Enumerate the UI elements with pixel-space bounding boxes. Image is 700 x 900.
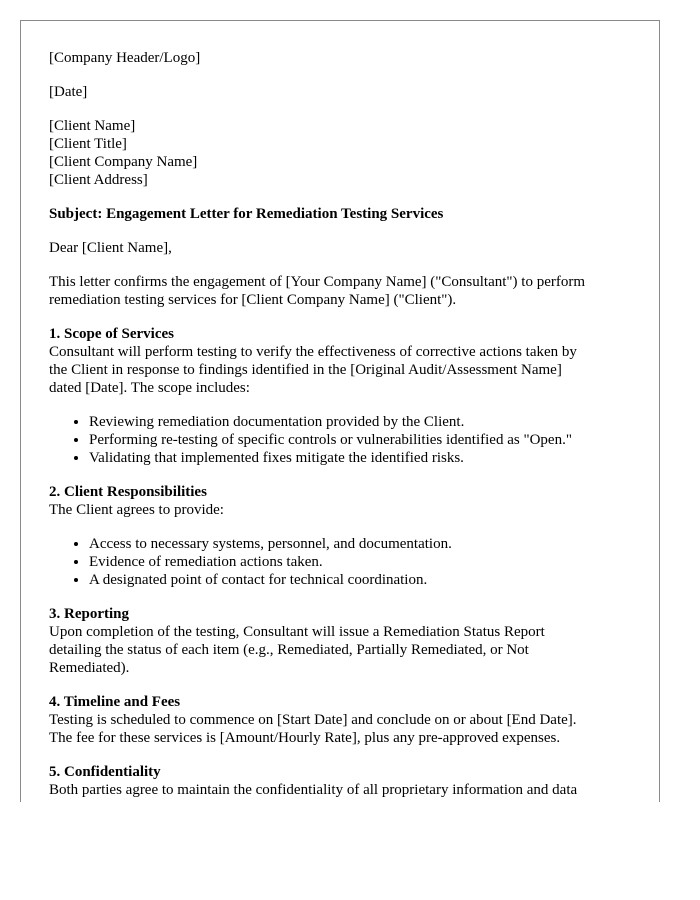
salutation-text: Dear [Client Name], xyxy=(49,240,172,256)
section-confidentiality xyxy=(49,763,639,799)
subject-text: Subject: Engagement Letter for Remediation Testing Services xyxy=(49,206,444,222)
section-line: The fee for these services is [Amount/Hourly Rate], plus any pre-approved expenses. xyxy=(49,730,561,746)
section-body xyxy=(49,781,639,799)
section-body xyxy=(49,623,639,677)
intro-paragraph xyxy=(49,273,639,309)
section-line: detailing the status of each item (e.g., Remediated, Partially Remediated, or Not xyxy=(49,642,529,658)
section-line: Both parties agree to maintain the confidentiality of all proprietary information and data xyxy=(49,782,578,798)
bullet-list xyxy=(49,535,639,589)
section-reporting xyxy=(49,605,639,677)
list-item: • Reviewing remediation documentation provided by the Client. xyxy=(89,413,639,431)
salutation xyxy=(49,239,639,257)
section-responsibilities xyxy=(49,483,639,589)
section-line: Testing is scheduled to commence on [Start Date] and conclude on or about [End Date]. xyxy=(49,712,577,728)
section-line: Consultant will perform testing to verify the effectiveness of corrective actions taken by xyxy=(49,344,577,360)
list-item: • A designated point of contact for technical coordination. xyxy=(89,571,639,589)
list-item: • Evidence of remediation actions taken. xyxy=(89,553,639,571)
letter-date-text: [Date] xyxy=(49,84,88,100)
list-item: • Validating that implemented fixes mitigate the identified risks. xyxy=(89,449,639,467)
section-line: Remediated). xyxy=(49,660,130,676)
section-line: The Client agrees to provide: xyxy=(49,502,224,518)
section-timeline xyxy=(49,693,639,747)
list-item: • Performing re-testing of specific controls or vulnerabilities identified as "Open." xyxy=(89,431,639,449)
recipient-company: [Client Company Name] xyxy=(49,154,198,170)
section-body xyxy=(49,343,639,397)
section-heading: 1. Scope of Services xyxy=(49,326,174,342)
bullet-list xyxy=(49,413,639,467)
letter-date xyxy=(49,83,639,101)
recipient-block xyxy=(49,117,639,189)
company-header xyxy=(49,49,639,67)
section-heading: 5. Confidentiality xyxy=(49,764,161,780)
letter-content xyxy=(49,49,639,802)
section-heading: 4. Timeline and Fees xyxy=(49,694,181,710)
section-heading: 2. Client Responsibilities xyxy=(49,484,207,500)
recipient-address: [Client Address] xyxy=(49,172,148,188)
section-line: dated [Date]. The scope includes: xyxy=(49,380,250,396)
subject-line xyxy=(49,205,639,223)
recipient-title: [Client Title] xyxy=(49,136,127,152)
letter-page xyxy=(20,20,660,802)
section-line: the Client in response to findings identified in the [Original Audit/Assessment Name] xyxy=(49,362,562,378)
intro-line: This letter confirms the engagement of [Your Company Name] ("Consultant") to perform xyxy=(49,274,586,290)
intro-line: remediation testing services for [Client Company Name] ("Client"). xyxy=(49,292,457,308)
section-body xyxy=(49,711,639,747)
section-heading: 3. Reporting xyxy=(49,606,129,622)
recipient-name: [Client Name] xyxy=(49,118,136,134)
section-scope xyxy=(49,325,639,467)
company-header-text: [Company Header/Logo] xyxy=(49,50,201,66)
section-body xyxy=(49,501,639,519)
section-line: Upon completion of the testing, Consultant will issue a Remediation Status Report xyxy=(49,624,545,640)
list-item: • Access to necessary systems, personnel, and documentation. xyxy=(89,535,639,553)
